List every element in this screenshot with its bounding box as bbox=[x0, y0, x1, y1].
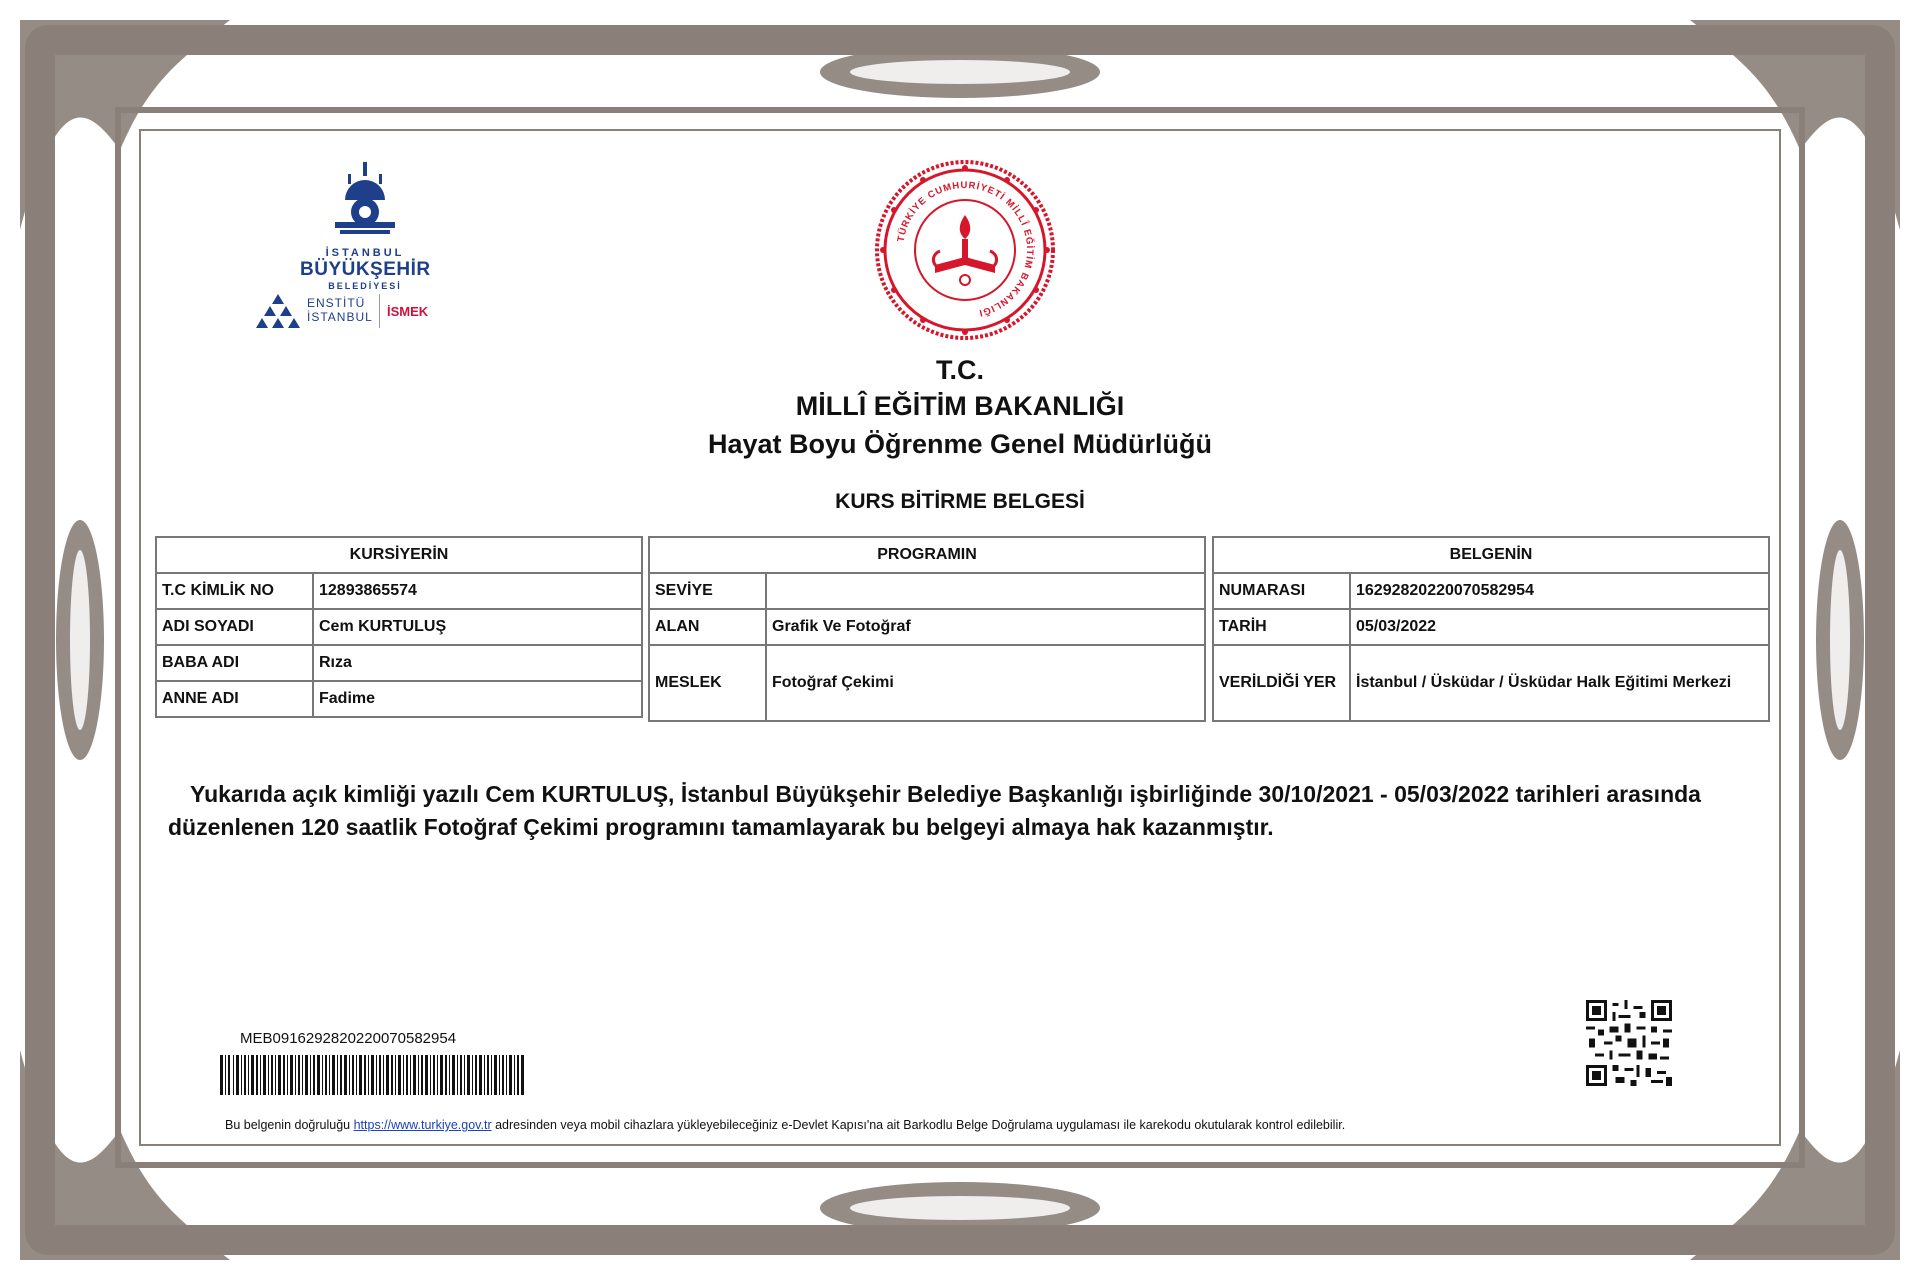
program-heading: PROGRAMIN bbox=[649, 537, 1205, 573]
table-row bbox=[156, 645, 642, 681]
adi-soyadi-value: Cem KURTULUŞ bbox=[313, 609, 642, 645]
turkiye-gov-link[interactable]: https://www.turkiye.gov.tr bbox=[353, 1118, 492, 1132]
meslek-label: MESLEK bbox=[649, 645, 766, 721]
belge-heading: BELGENİN bbox=[1213, 537, 1769, 573]
kimlik-value: 12893865574 bbox=[313, 573, 642, 609]
anne-adi-value: Fadime bbox=[313, 681, 642, 717]
verification-note bbox=[225, 1118, 1345, 1132]
enstitu-line1: ENSTİTÜ bbox=[307, 296, 366, 310]
ismek-brand: İSMEK bbox=[387, 304, 429, 319]
header-line1: T.C. bbox=[935, 355, 984, 385]
meb-seal bbox=[870, 155, 1060, 345]
ibb-line3: BELEDİYESİ bbox=[328, 281, 402, 291]
header-line3: Hayat Boyu Öğrenme Genel Müdürlüğü bbox=[707, 429, 1213, 459]
ibb-emblem-icon bbox=[330, 160, 400, 238]
ibb-line1: İSTANBUL bbox=[325, 247, 405, 259]
triangle-mark-icon bbox=[255, 292, 301, 332]
verildigi-yer-value: İstanbul / Üsküdar / Üsküdar Halk Eğitimi Merkezi bbox=[1350, 645, 1769, 721]
alan-label: ALAN bbox=[649, 609, 766, 645]
kursiyer-heading: KURSİYERİN bbox=[156, 537, 642, 573]
baba-adi-value: Rıza bbox=[313, 645, 642, 681]
belge-table bbox=[1212, 536, 1770, 722]
table-row bbox=[156, 681, 642, 717]
ibb-logo bbox=[300, 160, 430, 291]
document-title: KURS BİTİRME BELGESİ bbox=[835, 490, 1085, 513]
table-row bbox=[649, 645, 1205, 721]
numarasi-value: 16292820220070582954 bbox=[1350, 573, 1769, 609]
header-line2: MİLLÎ EĞİTİM BAKANLIĞI bbox=[795, 391, 1125, 421]
kursiyer-table bbox=[155, 536, 643, 718]
footer-pre: Bu belgenin doğruluğu bbox=[225, 1118, 351, 1132]
qr-code-icon bbox=[1586, 1000, 1672, 1086]
verildigi-yer-label: VERİLDİĞİ YER bbox=[1213, 645, 1350, 721]
table-row bbox=[1213, 609, 1769, 645]
barcode-icon bbox=[220, 1055, 525, 1095]
tarih-value: 05/03/2022 bbox=[1350, 609, 1769, 645]
seviye-label: SEVİYE bbox=[649, 573, 766, 609]
enstitu-logo bbox=[255, 292, 455, 332]
program-table bbox=[648, 536, 1206, 722]
adi-soyadi-label: ADI SOYADI bbox=[156, 609, 313, 645]
enstitu-line2: İSTANBUL bbox=[307, 310, 373, 324]
meslek-value: Fotoğraf Çekimi bbox=[766, 645, 1205, 721]
seviye-value bbox=[766, 573, 1205, 609]
logo-divider bbox=[379, 294, 380, 328]
anne-adi-label: ANNE ADI bbox=[156, 681, 313, 717]
table-row bbox=[156, 573, 642, 609]
table-row bbox=[1213, 645, 1769, 721]
kimlik-label: T.C KİMLİK NO bbox=[156, 573, 313, 609]
table-row bbox=[156, 609, 642, 645]
table-row bbox=[649, 573, 1205, 609]
table-row bbox=[1213, 573, 1769, 609]
tarih-label: TARİH bbox=[1213, 609, 1350, 645]
certificate-statement: Yukarıda açık kimliği yazılı Cem KURTULUŞ, İstanbul Büyükşehir Belediye Başkanlığı işbirliğinde 30/10/2021 - 05/03/2022 tarihleri arasında düzenlenen 120 saatlik Fotoğraf Çekimi programını tamamlayarak bu belgeyi almaya hak kazanmıştır. bbox=[168, 781, 1701, 840]
ibb-line2: BÜYÜKŞEHİR bbox=[300, 259, 431, 280]
alan-value: Grafik Ve Fotoğraf bbox=[766, 609, 1205, 645]
numarasi-label: NUMARASI bbox=[1213, 573, 1350, 609]
baba-adi-label: BABA ADI bbox=[156, 645, 313, 681]
seal-ring-text: TÜRKİYE CUMHURİYETİ MİLLÎ EĞİTİM BAKANLIĞI bbox=[895, 179, 1036, 319]
barcode-number: MEB0916292820220070582954 bbox=[240, 1030, 457, 1047]
footer-post: adresinden veya mobil cihazlara yükleyebileceğiniz e-Devlet Kapısı'na ait Barkodlu Belge Doğrulama uygulaması ile karekodu okutularak kontrol edilebilir. bbox=[495, 1118, 1346, 1132]
table-row bbox=[649, 609, 1205, 645]
